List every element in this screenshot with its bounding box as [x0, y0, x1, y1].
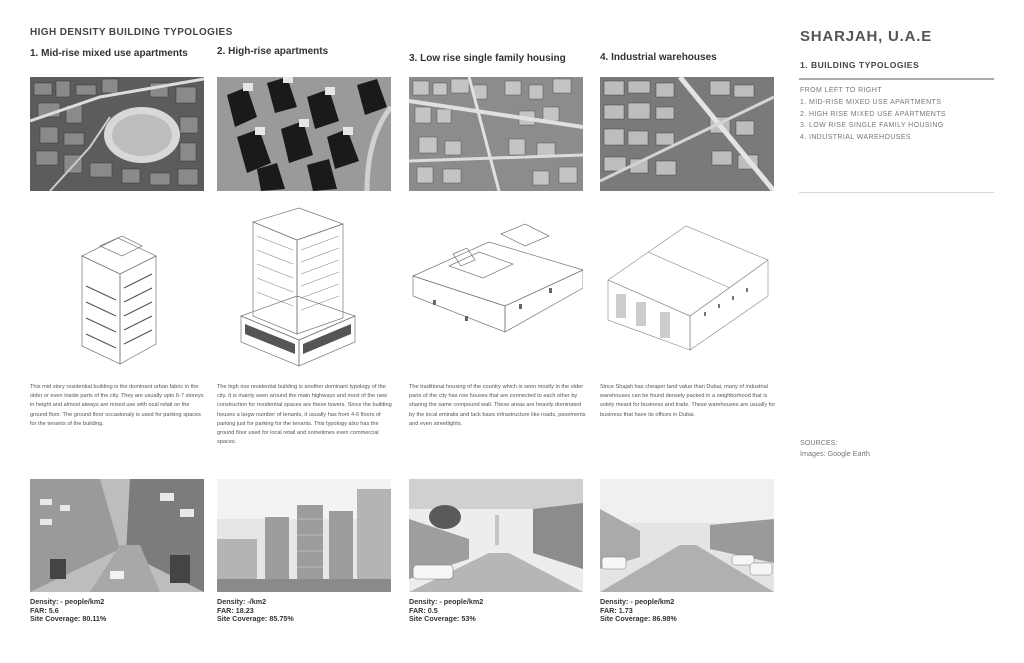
sources: [800, 437, 870, 459]
isometric-drawing-industrial: [600, 216, 774, 386]
sidebar-subtitle: 1. BUILDING TYPOLOGIES: [800, 60, 920, 70]
street-photo-lowrise: [409, 479, 583, 592]
density-value: Density: - people/km2: [30, 597, 105, 606]
street-photo-midrise: [30, 479, 204, 592]
column-2-description: The high rise residential building is another dominant typology of the city. It is mainly seen around the main highways and most of the new construction for residential spaces are these towers. Since the building houses a largw number of tenants, it usually has from 4-6 floors of parking just for parking for the tenants. This typology also has the ground floor used for local retail and sometimes even commercial spaces.: [217, 384, 392, 446]
column-3-description: The traditional housing of the country which is seen mostly in the older parts of the city has row houses that are connected to each other by sharing the same compound wall. These areas are heavily dominated by the local emiratis and lack basic infrastructure like roads, pavements and even streetlights.: [409, 384, 586, 427]
street-photo-industrial: [600, 479, 774, 592]
sidebar-list: [800, 85, 946, 144]
column-4-title: 4. Industrial warehouses: [600, 52, 717, 63]
column-3-title: 3. Low rise single family housing: [409, 53, 566, 64]
column-2-title: 2. High-rise apartments: [217, 46, 329, 57]
column-1-description: This mid story residential building is the dominant urban fabric in the older or even inside parts of the city. They are usually upto 6-7 storeys in height and almost always are mixed use with ocal retail on the ground floor. The ground floor occasionaly is used for parking spaces for the tenants of the building.: [30, 384, 204, 427]
list-item: 2. HIGH RISE MIXED USE APARTMENTS: [800, 110, 946, 118]
page-title: HIGH DENSITY BUILDING TYPOLOGIES: [30, 27, 233, 38]
satellite-image-highrise: [217, 77, 391, 191]
sources-label: SOURCES:: [800, 438, 838, 447]
list-item: 4. INDUSTRIAL WAREHOUSES: [800, 134, 911, 142]
density-value: Density: -/km2: [217, 597, 267, 606]
column-1-stats: [30, 598, 106, 624]
sidebar-divider: [799, 78, 994, 80]
list-item: FROM LEFT TO RIGHT: [800, 87, 882, 94]
street-photo-highrise: [217, 479, 391, 592]
column-3-stats: [409, 598, 483, 624]
column-4-description: Since Shajah has cheaper land value than Dubai, many of industrial warehouses can be found densely packed in a neighborhood that is solely meant for business and trade. These warehouses are usually for business that have its offices in Dubai.: [600, 384, 776, 418]
far-value: FAR: 5.6: [30, 605, 59, 615]
site-coverage-value: Site Coverage: 53%: [409, 614, 476, 624]
sidebar-title: SHARJAH, U.A.E: [800, 28, 933, 45]
far-value: FAR: 1.73: [600, 605, 633, 615]
site-coverage-value: Site Coverage: 86.98%: [600, 614, 677, 624]
site-coverage-value: Site Coverage: 80.11%: [30, 614, 107, 624]
satellite-image-lowrise: [409, 77, 583, 191]
isometric-drawing-highrise: [217, 206, 391, 376]
satellite-image-midrise: [30, 77, 204, 191]
column-4-stats: [600, 598, 677, 624]
isometric-drawing-midrise: [30, 216, 204, 386]
density-value: Density: - people/km2: [409, 597, 484, 606]
density-value: Density: - people/km2: [600, 597, 675, 606]
sidebar-divider-2: [799, 192, 994, 193]
far-value: FAR: 18.23: [217, 605, 254, 615]
column-2-stats: [217, 598, 294, 624]
list-item: 1. MID-RISE MIXED USE APARTMENTS: [800, 98, 942, 106]
satellite-image-industrial: [600, 77, 774, 191]
isometric-drawing-lowrise: [409, 216, 583, 386]
list-item: 3. LOW RISE SINGLE FAMILY HOUSING: [800, 122, 944, 130]
site-coverage-value: Site Coverage: 85.75%: [217, 614, 294, 624]
far-value: FAR: 0.5: [409, 605, 438, 615]
column-1-title: 1. Mid-rise mixed use apartments: [30, 48, 188, 59]
sources-text: Images: Google Earth: [800, 449, 870, 458]
